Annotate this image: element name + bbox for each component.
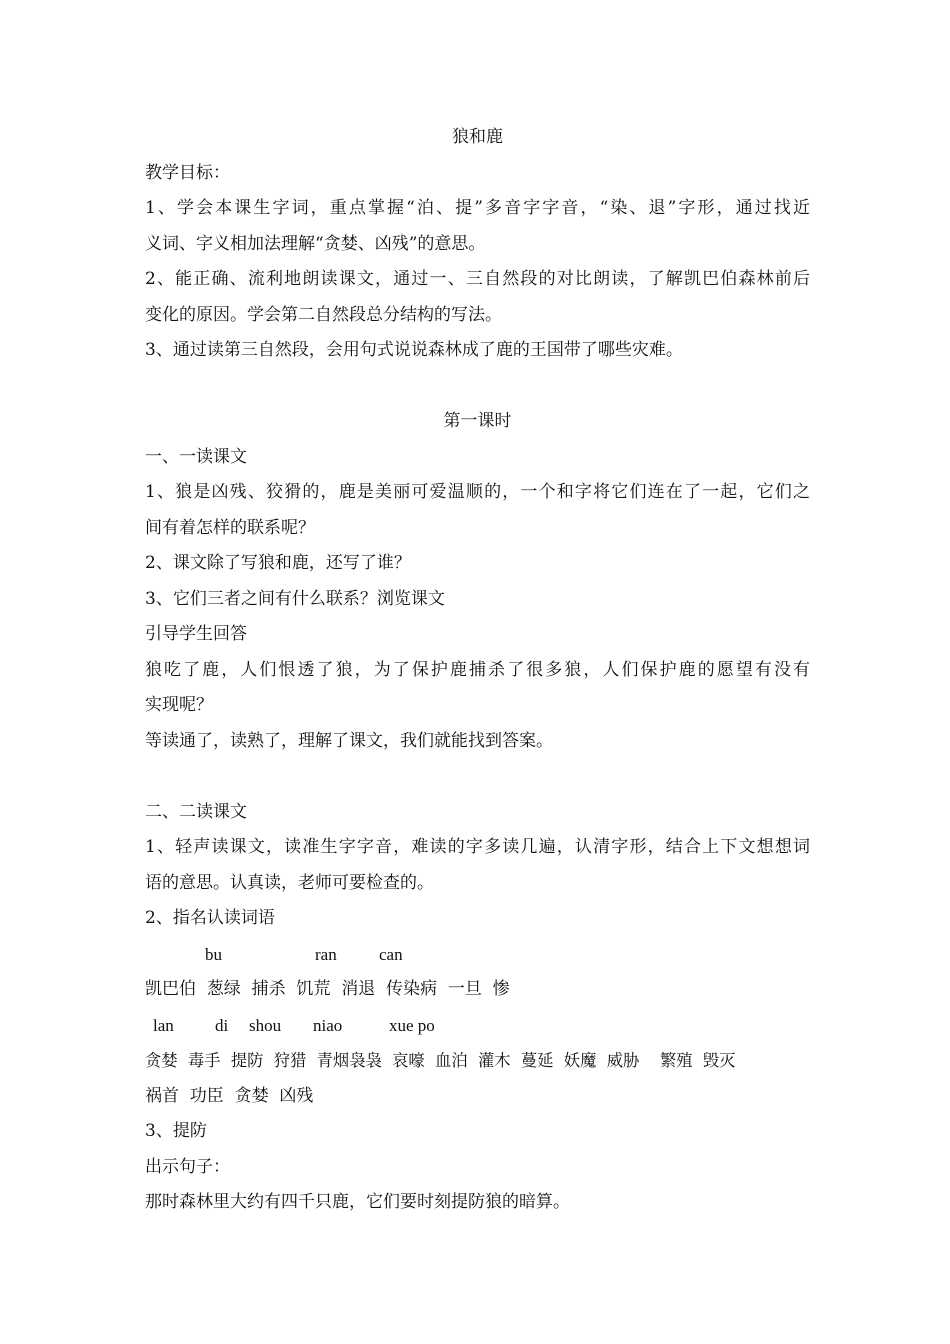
section-2-heading: 二、二读课文 <box>145 801 247 822</box>
answer-line-2: 实现呢？ <box>145 695 213 715</box>
goal-1-line-1: 1、学会本课生字词，重点掌握“泊、提”多音字字音，“染、退”字形，通过找近 <box>145 198 810 218</box>
pinyin: bu <box>205 944 222 964</box>
question-2: 2、课文除了写狼和鹿，还写了谁？ <box>145 553 411 573</box>
word-list-1: 凯巴伯 葱绿 捕杀 饥荒 消退 传染病 一旦 惨 <box>145 979 510 999</box>
goal-2-line-2: 变化的原因。学会第二自然段总分结构的写法。 <box>145 304 502 325</box>
pinyin: shou <box>249 1015 282 1035</box>
document-page <box>145 120 810 1221</box>
spacer <box>145 759 810 795</box>
word-list-3: 祸首 功臣 贪婪 凶残 <box>145 1085 314 1106</box>
guide-text: 引导学生回答 <box>145 624 247 644</box>
answer-line-1: 狼吃了鹿，人们恨透了狼，为了保护鹿捕杀了很多狼，人们保护鹿的愿望有没有 <box>145 659 810 680</box>
question-3: 3、它们三者之间有什么联系？浏览课文 <box>145 588 445 609</box>
pinyin-row-1 <box>145 937 810 973</box>
example-sentence: 那时森林里大约有四千只鹿，它们要时刻提防狼的暗算。 <box>145 1192 570 1212</box>
section-2-item-1-line-1: 1、轻声读课文，读准生字字音，难读的字多读几遍，认清字形，结合上下文想想词 <box>145 837 810 857</box>
lesson-1-heading: 第一课时 <box>443 411 512 431</box>
document-title: 狼和鹿 <box>452 127 503 147</box>
goal-3: 3、通过读第三自然段，会用句式说说森林成了鹿的王国带了哪些灾难。 <box>145 340 683 360</box>
goals-heading: 教学目标： <box>145 162 230 183</box>
pinyin: di <box>215 1015 229 1035</box>
section-2-item-1-line-2: 语的意思。认真读，老师可要检查的。 <box>145 872 434 893</box>
pinyin: niao <box>313 1015 343 1035</box>
show-sentence-label: 出示句子： <box>145 1156 230 1177</box>
word-list-2: 贪婪 毒手 提防 狩猎 青烟袅袅 哀嚎 血泊 灌木 蔓延 妖魔 威胁 繁殖 毁灭 <box>145 1051 736 1070</box>
goal-2-line-1: 2、能正确、流利地朗读课文，通过一、三自然段的对比朗读，了解凯巴伯森林前后 <box>145 269 810 289</box>
pinyin-row-2 <box>145 1008 810 1044</box>
answer-line-3: 等读通了，读熟了，理解了课文，我们就能找到答案。 <box>145 730 553 751</box>
section-2-item-2: 2、指名认读词语 <box>145 908 275 928</box>
goal-1-line-2: 义词、字义相加法理解“贪婪、凶残”的意思。 <box>145 233 486 254</box>
question-1-line-2: 间有着怎样的联系呢？ <box>145 517 315 538</box>
section-2-item-3: 3、提防 <box>145 1121 207 1141</box>
question-1-line-1: 1、狼是凶残、狡猾的，鹿是美丽可爱温顺的，一个和字将它们连在了一起，它们之 <box>145 482 810 502</box>
pinyin: ran <box>315 944 337 964</box>
pinyin: lan <box>153 1015 174 1035</box>
pinyin: xue po <box>389 1015 435 1035</box>
section-1-heading: 一、一读课文 <box>145 446 247 467</box>
spacer <box>145 369 810 405</box>
pinyin: can <box>379 944 403 964</box>
